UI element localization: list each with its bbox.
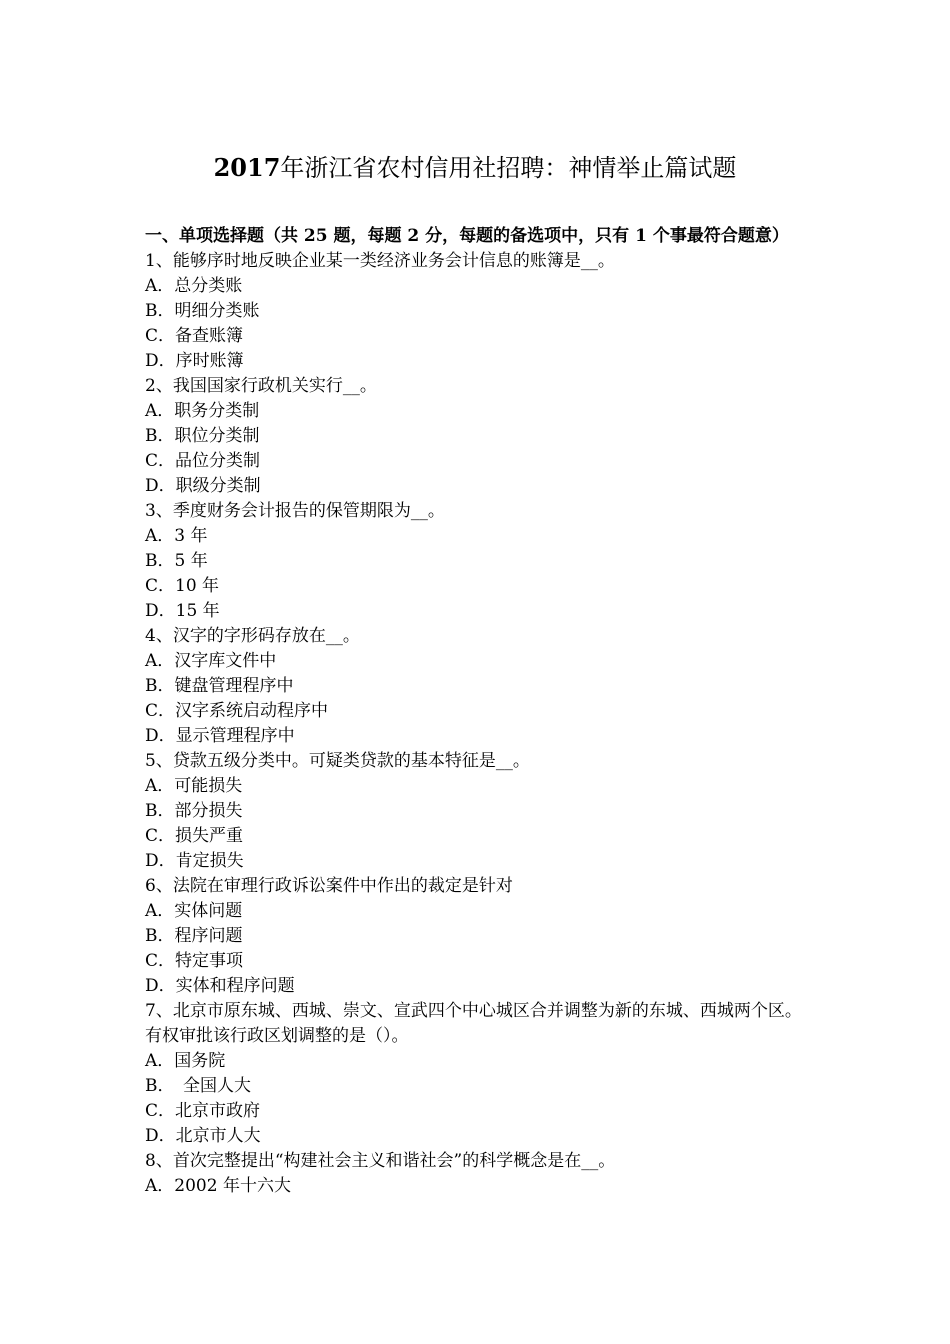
option-a: A．3 年	[145, 526, 208, 546]
option-b: B． 全国人大	[145, 1076, 251, 1096]
option-b: B．程序问题	[145, 926, 243, 946]
option-c: C．北京市政府	[145, 1101, 261, 1121]
question-stem: 7、北京市原东城、西城、崇文、宣武四个中心城区合并调整为新的东城、西城两个区。有权审批该行政区划调整的是（）。	[145, 1001, 802, 1046]
question-2	[145, 374, 810, 499]
option-c: C．特定事项	[145, 951, 244, 971]
option-d: D．北京市人大	[145, 1126, 261, 1146]
option-a: A．实体问题	[145, 901, 243, 921]
document-title	[0, 151, 950, 185]
title-year: 2017	[213, 153, 281, 182]
option-b: B．键盘管理程序中	[145, 676, 294, 696]
question-8	[145, 1149, 810, 1199]
question-stem: 6、法院在审理行政诉讼案件中作出的裁定是针对	[145, 876, 513, 896]
option-a: A．总分类账	[145, 276, 243, 296]
option-a: A．可能损失	[145, 776, 243, 796]
question-3	[145, 499, 810, 624]
question-6	[145, 874, 810, 999]
question-4	[145, 624, 810, 749]
option-d: D．序时账簿	[145, 351, 244, 371]
option-c: C．损失严重	[145, 826, 244, 846]
option-b: B．明细分类账	[145, 301, 260, 321]
question-1	[145, 249, 810, 374]
option-a: A．汉字库文件中	[145, 651, 277, 671]
option-a: A．国务院	[145, 1051, 226, 1071]
option-c: C．汉字系统启动程序中	[145, 701, 329, 721]
question-stem: 2、我国国家行政机关实行__。	[145, 376, 377, 396]
option-d: D．实体和程序问题	[145, 976, 295, 996]
option-c: C．10 年	[145, 576, 220, 596]
question-stem: 3、季度财务会计报告的保管期限为__。	[145, 501, 445, 521]
title-text: 年浙江省农村信用社招聘：神情举止篇试题	[280, 154, 737, 182]
option-d: D．15 年	[145, 601, 220, 621]
document-body	[145, 224, 810, 1199]
option-d: D．职级分类制	[145, 476, 261, 496]
question-stem: 8、首次完整提出“构建社会主义和谐社会”的科学概念是在__。	[145, 1151, 616, 1171]
question-stem: 4、汉字的字形码存放在__。	[145, 626, 360, 646]
option-d: D．显示管理程序中	[145, 726, 295, 746]
option-d: D．肯定损失	[145, 851, 244, 871]
option-a: A．2002 年十六大	[145, 1176, 291, 1196]
question-5	[145, 749, 810, 874]
question-stem: 5、贷款五级分类中。可疑类贷款的基本特征是__。	[145, 751, 530, 771]
question-stem: 1、能够序时地反映企业某一类经济业务会计信息的账簿是__。	[145, 251, 615, 271]
option-a: A．职务分类制	[145, 401, 260, 421]
option-b: B．5 年	[145, 551, 208, 571]
option-b: B．职位分类制	[145, 426, 260, 446]
section-header: 一、单项选择题（共 25 题，每题 2 分，每题的备选项中，只有 1 个事最符合题意）	[145, 226, 789, 246]
option-c: C．备查账簿	[145, 326, 244, 346]
option-b: B．部分损失	[145, 801, 243, 821]
question-7	[145, 999, 810, 1149]
option-c: C．品位分类制	[145, 451, 261, 471]
